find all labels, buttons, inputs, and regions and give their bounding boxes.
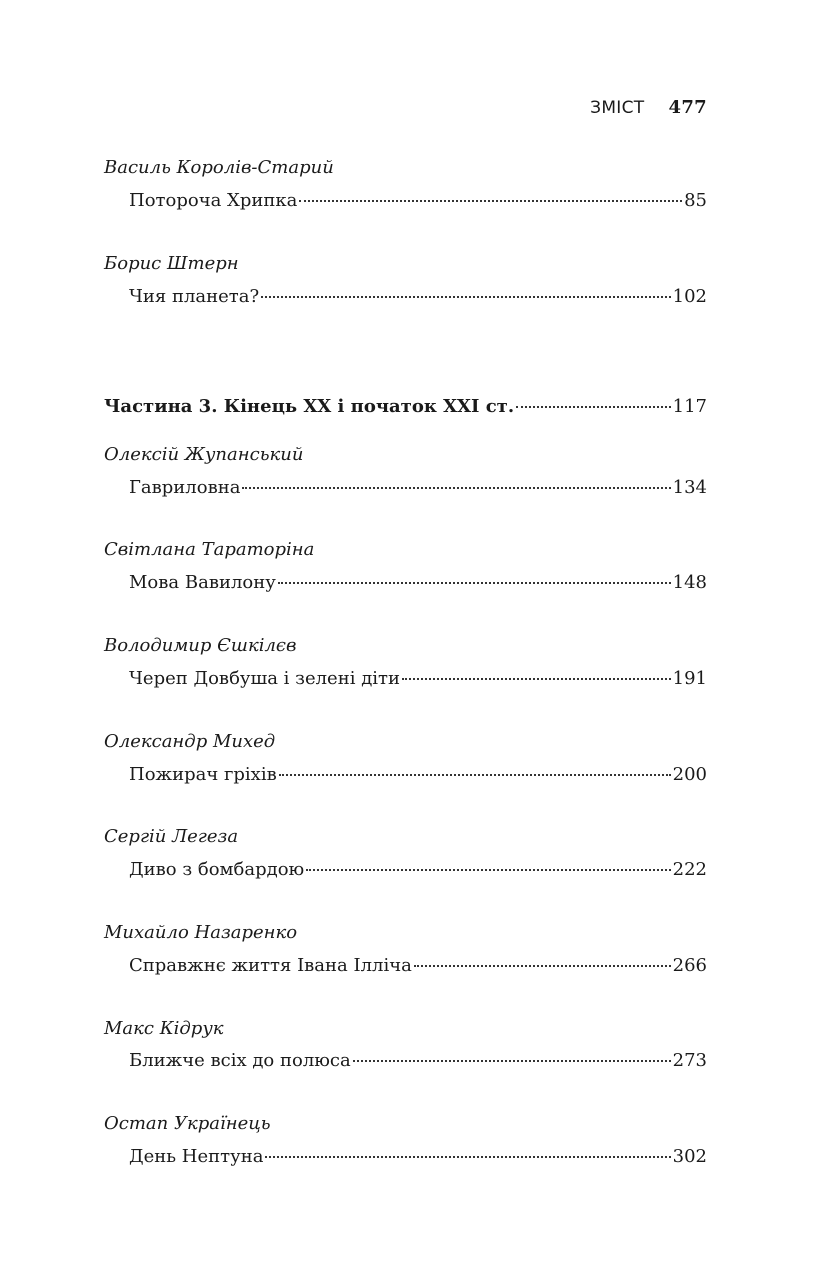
toc-entry-title: Череп Довбуша і зелені діти	[129, 668, 400, 689]
dot-leader	[402, 678, 671, 680]
toc-entry[interactable]	[129, 668, 707, 689]
toc-entry-page: 222	[672, 859, 707, 880]
toc-author: Олександр Михед	[104, 731, 276, 752]
toc-entry-page: 85	[684, 190, 707, 211]
toc-entry[interactable]	[129, 1146, 707, 1167]
toc-entry[interactable]	[129, 764, 707, 785]
dot-leader	[353, 1060, 671, 1062]
toc-entry-page: 273	[672, 1050, 707, 1071]
dot-leader	[265, 1156, 670, 1158]
toc-author: Макс Кідрук	[104, 1018, 224, 1039]
toc-entry-title: Справжнє життя Івана Ілліча	[129, 955, 412, 976]
toc-entry-title: Потороча Хрипка	[129, 190, 298, 211]
dot-leader	[279, 774, 671, 776]
toc-author: Світлана Тараторіна	[104, 539, 315, 560]
toc-entry[interactable]	[129, 190, 707, 211]
toc-entry-page: 266	[672, 955, 707, 976]
toc-entry[interactable]	[129, 286, 707, 307]
toc-author: Олексій Жупанський	[104, 444, 304, 465]
toc-author: Борис Штерн	[104, 253, 239, 274]
toc-entry-page: 148	[672, 572, 707, 593]
toc-author: Остап Українець	[104, 1113, 271, 1134]
page-number: 477	[668, 97, 707, 118]
toc-entry-title: Диво з бомбардою	[129, 859, 305, 880]
running-head-title: ЗМІСТ	[590, 98, 645, 118]
dot-leader	[278, 582, 671, 584]
toc-entry-page: 200	[672, 764, 707, 785]
running-head	[590, 97, 707, 118]
toc-entry[interactable]	[129, 1050, 707, 1071]
dot-leader	[516, 406, 671, 408]
toc-part-heading[interactable]	[104, 396, 707, 417]
toc-author: Василь Королів-Старий	[104, 157, 334, 178]
toc-entry-page: 302	[672, 1146, 707, 1167]
toc-author: Володимир Єшкілєв	[104, 635, 297, 656]
toc-entry[interactable]	[129, 955, 707, 976]
toc-entry-title: Мова Вавилону	[129, 572, 276, 593]
toc-entry-title: Пожирач гріхів	[129, 764, 277, 785]
toc-entry-page: 134	[672, 477, 707, 498]
toc-part-page: 117	[672, 396, 707, 417]
toc-entry[interactable]	[129, 572, 707, 593]
toc-part-title: Частина 3. Кінець ХХ і початок ХХІ ст.	[104, 396, 515, 417]
toc-author: Михайло Назаренко	[104, 922, 298, 943]
toc-entry-title: Чия планета?	[129, 286, 260, 307]
toc-entry[interactable]	[129, 859, 707, 880]
dot-leader	[306, 869, 670, 871]
dot-leader	[299, 200, 682, 202]
toc-entry-page: 102	[672, 286, 707, 307]
toc-entry[interactable]	[129, 477, 707, 498]
toc-entry-title: День Нептуна	[129, 1146, 264, 1167]
toc-entry-title: Гавриловна	[129, 477, 241, 498]
toc-entry-title: Ближче всіх до полюса	[129, 1050, 351, 1071]
dot-leader	[242, 487, 670, 489]
toc-entry-page: 191	[672, 668, 707, 689]
dot-leader	[261, 296, 671, 298]
toc-author: Сергій Легеза	[104, 826, 239, 847]
dot-leader	[414, 965, 671, 967]
